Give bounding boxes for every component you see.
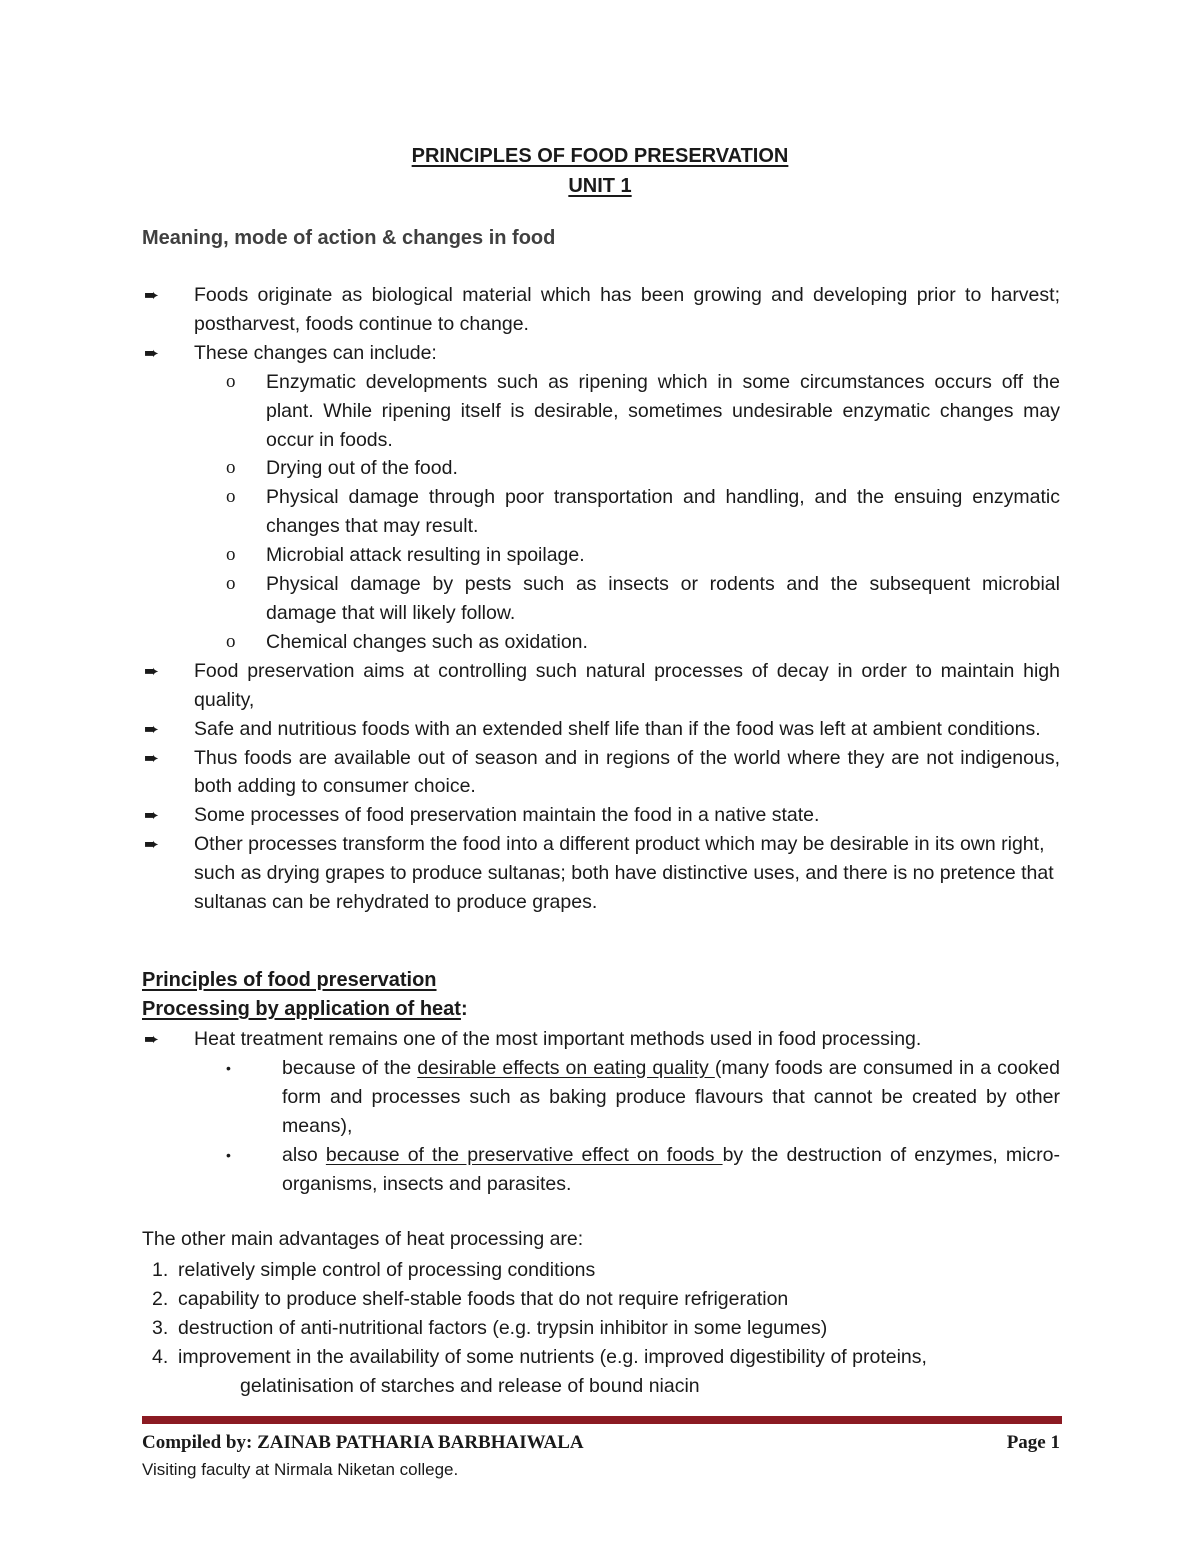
arrow-bullet-icon: ➨ [144,805,160,826]
numbered-item: 1. relatively simple control of processing conditions [152,1259,596,1281]
circle-bullet-icon: o [226,486,236,508]
dot-bullet-icon: • [226,1146,231,1163]
arrow-bullet-icon: ➨ [144,1029,160,1049]
unit-label: UNIT 1 [568,175,632,197]
sub-list-item: o Drying out of the food. [142,454,1060,483]
numbered-item: 3. destruction of anti-nutritional factors (e.g. trypsin inhibitor in some legumes) [152,1316,828,1339]
list-item: ➨ Other processes transform the food into a different product which may be desirable in its own right, such as drying grapes to produce sultanas; both have distinctive uses, and there is no pretence that sultanas can be rehydrated to produce grapes. [142,830,1060,917]
circle-bullet-icon: o [226,370,236,392]
sub-list-item: o Enzymatic developments such as ripening which in some circumstances occurs off the plant. While ripening itself is desirable, sometimes undesirable enzymatic changes may occur in foods. [142,368,1060,455]
advantages-intro: The other main advantages of heat processing are: [142,1228,584,1250]
footer-affiliation: Visiting faculty at Nirmala Niketan college. [142,1460,459,1479]
document-title: PRINCIPLES OF FOOD PRESERVATION [411,145,789,167]
list-item: ➨ These changes can include: [142,339,1060,368]
dot-bullet-icon: • [226,1059,231,1076]
circle-bullet-icon: o [226,457,236,479]
circle-bullet-icon: o [226,544,236,566]
section1-list [142,281,1060,917]
sub-list-item: o Chemical changes such as oxidation. [142,628,1060,657]
sub-list-item: • also because of the preservative effect on foods by the destruction of enzymes, micro-organisms, insects and parasites. [142,1141,1060,1199]
list-item: ➨ Some processes of food preservation maintain the food in a native state. [142,801,1060,830]
footer-compiled-by: Compiled by: ZAINAB PATHARIA BARBHAIWALA [142,1432,584,1453]
list-item: ➨ Safe and nutritious foods with an extended shelf life than if the food was left at ambient conditions. [142,715,1060,744]
arrow-bullet-icon: ➨ [144,342,160,363]
list-item: ➨ Foods originate as biological material which has been growing and developing prior to harvest; postharvest, foods continue to change. [142,281,1060,339]
advantages-list [142,1256,1060,1401]
list-item: ➨ Food preservation aims at controlling such natural processes of decay in order to maintain high quality, [142,657,1060,715]
section-heading-meaning: Meaning, mode of action & changes in food [142,227,556,249]
footer-page-number: Page 1 [1006,1432,1060,1453]
list-item: ➨ Thus foods are available out of season and in regions of the world where they are not indigenous, both adding to consumer choice. [142,744,1060,802]
numbered-item: 4. improvement in the availability of some nutrients (e.g. improved digestibility of proteins, gelatinisation of starches and release of bound niacin [152,1345,927,1397]
numbered-item: 2. capability to produce shelf-stable foods that do not require refrigeration [152,1287,789,1310]
sub-list-item: o Microbial attack resulting in spoilage. [142,541,1060,570]
list-item: ➨ Heat treatment remains one of the most important methods used in food processing. [142,1025,1060,1054]
arrow-bullet-icon: ➨ [144,285,160,305]
circle-bullet-icon: o [226,573,236,595]
section-heading-principles: Principles of food preservation [142,969,437,991]
subheading-heat: Processing by application of heat: [142,998,468,1020]
sub-list-item: o Physical damage through poor transportation and handling, and the ensuing enzymatic changes that may result. [142,483,1060,541]
arrow-bullet-icon: ➨ [144,660,160,681]
section2-list [142,1025,1060,1198]
sub-list-item: • because of the desirable effects on eating quality (many foods are consumed in a cooked form and processes such as baking produce flavours that cannot be created by other means), [142,1054,1060,1141]
arrow-bullet-icon: ➨ [144,747,160,768]
arrow-bullet-icon: ➨ [144,834,160,855]
arrow-bullet-icon: ➨ [144,718,160,739]
footer-rule [142,1416,1062,1424]
circle-bullet-icon: o [226,630,236,652]
sub-list-item: o Physical damage by pests such as insects or rodents and the subsequent microbial damage that will likely follow. [142,570,1060,628]
